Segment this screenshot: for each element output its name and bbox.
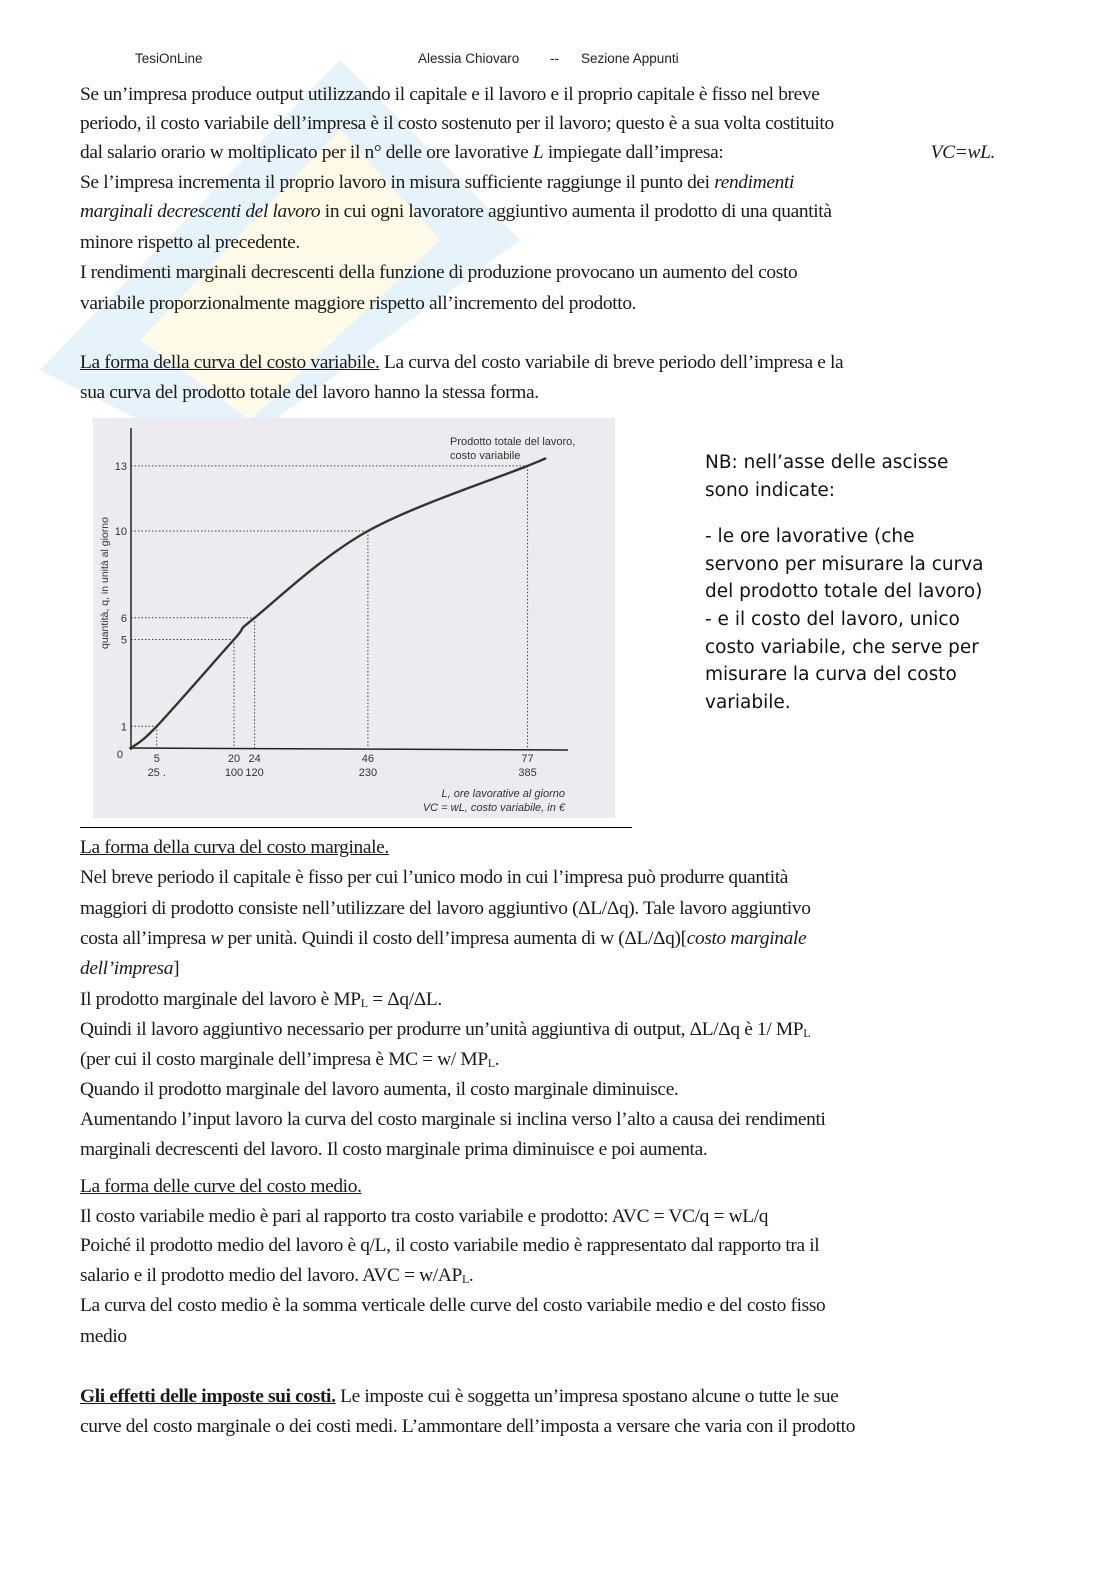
- note-line: del prodotto totale del lavoro): [705, 581, 983, 602]
- text-line: [80, 1175, 362, 1199]
- text-line: maggiori di prodotto consiste nell’utilizzare del lavoro aggiuntivo (ΔL/Δq). Tale lavoro aggiuntivo: [80, 898, 811, 919]
- text: costa all’impresa: [80, 928, 211, 949]
- text: Il prodotto marginale del lavoro è MP: [80, 989, 361, 1010]
- text: in cui ogni lavoratore aggiuntivo aumenta il prodotto di una quantità: [320, 201, 832, 222]
- section-heading: La forma delle curve del costo medio.: [80, 1176, 362, 1197]
- text: costo marginale: [686, 928, 807, 949]
- text: = Δq/ΔL.: [367, 989, 442, 1010]
- x-tick-label-cost: 230: [358, 767, 378, 779]
- header-author: Alessia Chiovaro: [418, 51, 520, 66]
- text: Quindi il lavoro aggiuntivo necessario per produrre un’unità aggiuntiva di output, ΔL/Δq è 1/ MP: [80, 1019, 804, 1040]
- text-line: [80, 1018, 810, 1045]
- y-tick-label: 5: [120, 634, 127, 647]
- note-line: - le ore lavorative (che: [705, 526, 915, 547]
- text-line: Poiché il prodotto medio del lavoro è q/L, il costo variabile medio è rappresentato dal rapporto tra il: [80, 1235, 820, 1256]
- x-axis-label: L, ore lavorative al giorno: [441, 788, 565, 800]
- text-line: Nel breve periodo il capitale è fisso per cui l’unico modo in cui l’impresa può produrre quantità: [80, 867, 789, 888]
- text-line: medio: [80, 1326, 127, 1347]
- section-heading: La forma della curva del costo marginale.: [80, 837, 389, 858]
- text: (per cui il costo marginale dell’impresa è MC = w/ MP: [80, 1049, 488, 1070]
- y-tick-label: 6: [120, 612, 127, 625]
- section-heading: Gli effetti delle imposte sui costi.: [80, 1386, 336, 1407]
- text-line: [80, 1048, 499, 1075]
- header-site: TesiOnLine: [135, 51, 203, 66]
- header-separator: --: [550, 51, 559, 66]
- text-line: marginali decrescenti del lavoro. Il costo marginale prima diminuisce e poi aumenta.: [80, 1139, 708, 1160]
- text-line: [80, 988, 442, 1015]
- text-line: La curva del costo medio è la somma verticale delle curve del costo variabile medio e del costo fisso: [80, 1295, 826, 1316]
- x-tick-label-hours: 77: [521, 753, 534, 765]
- text: salario e il prodotto medio del lavoro. AVC = w/AP: [80, 1265, 462, 1286]
- x-tick-label-cost: 385: [518, 767, 537, 779]
- text-line: curve del costo marginale o dei costi medi. L’ammontare dell’imposta a versare che varia con il prodotto: [80, 1416, 856, 1437]
- note-line: sono indicate:: [705, 480, 836, 501]
- text-line: [80, 1385, 838, 1409]
- text: rendimenti: [714, 172, 795, 193]
- note-line: costo variabile, che serve per: [705, 637, 979, 658]
- text: per unità. Quindi il costo dell’impresa aumenta di w (ΔL/Δq)[: [223, 928, 687, 949]
- x-tick-label-hours: 24: [248, 753, 261, 765]
- text-line: variabile proporzionalmente maggiore rispetto all’incremento del prodotto.: [80, 293, 637, 314]
- text-line: [80, 171, 794, 195]
- y-tick-label: 10: [114, 526, 127, 538]
- x-axis-label: VC = wL, costo variabile, in €: [422, 802, 565, 814]
- text: .: [494, 1049, 500, 1070]
- subscript: L: [487, 1056, 495, 1070]
- text-line: sua curva del prodotto totale del lavoro hanno la stessa forma.: [80, 382, 539, 403]
- divider: [80, 827, 632, 828]
- text-line: [80, 927, 806, 951]
- text-line: [80, 351, 843, 375]
- subscript: L: [461, 1272, 469, 1286]
- text-line: periodo, il costo variabile dell’impresa è il costo sostenuto per il lavoro; questo è a sua volta costituito: [80, 113, 834, 134]
- text: dal salario orario w moltiplicato per il n° delle ore lavorative: [80, 142, 533, 163]
- note-line: NB: nell’asse delle ascisse: [705, 452, 949, 473]
- text-line: Quando il prodotto marginale del lavoro aumenta, il costo marginale diminuisce.: [80, 1079, 679, 1100]
- text: w: [210, 928, 224, 949]
- y-tick-label: 13: [114, 460, 127, 473]
- text-line: Se un’impresa produce output utilizzando il capitale e il lavoro e il proprio capitale è fisso nel breve: [80, 84, 820, 105]
- text-line: minore rispetto al precedente.: [80, 232, 300, 253]
- y-tick-label: 1: [120, 721, 127, 734]
- cost-curve-chart: [93, 418, 615, 818]
- subscript: L: [360, 996, 368, 1010]
- text: La curva del costo variabile di breve periodo dell’impresa e la: [379, 352, 844, 373]
- subscript: L: [803, 1026, 811, 1040]
- x-tick-label-cost: 100: [224, 767, 244, 779]
- note-line: variabile.: [705, 692, 791, 713]
- text: ]: [173, 958, 180, 979]
- text: Le imposte cui è soggetta un’impresa spostano alcune o tutte le sue: [335, 1386, 839, 1407]
- text-line: [80, 836, 389, 860]
- x-tick-label-cost: 25 .: [147, 767, 166, 779]
- curve-label: costo variabile: [450, 450, 521, 462]
- text-line: [80, 957, 179, 981]
- x-axis: [129, 748, 568, 750]
- x-tick-label-hours: 46: [361, 753, 375, 765]
- formula-vc: VC=wL.: [930, 142, 995, 163]
- text-line: Il costo variabile medio è pari al rapporto tra costo variabile e prodotto: AVC = VC/q = wL/q: [80, 1206, 769, 1227]
- text-line: [80, 141, 1015, 165]
- header-section: Sezione Appunti: [581, 51, 679, 66]
- y-axis-label: quantità, q, in unità al giorno: [99, 517, 111, 649]
- text-line: [80, 1264, 473, 1291]
- y-tick-label: 0: [116, 749, 123, 761]
- note-line: servono per misurare la curva: [705, 554, 984, 575]
- text-line: Aumentando l’input lavoro la curva del costo marginale si inclina verso l’alto a causa dei rendimenti: [80, 1109, 826, 1130]
- section-heading: La forma della curva del costo variabile.: [80, 352, 380, 373]
- note-line: - e il costo del lavoro, unico: [705, 609, 960, 630]
- text: Se l’impresa incrementa il proprio lavoro in misura sufficiente raggiunge il punto dei: [80, 172, 715, 193]
- x-tick-label-hours: 20: [227, 753, 241, 765]
- x-tick-label-hours: 5: [153, 753, 160, 765]
- curve-label: Prodotto totale del lavoro,: [450, 436, 576, 448]
- x-tick-label-cost: 120: [245, 767, 264, 779]
- total-product-curve: [131, 459, 545, 748]
- text: marginali decrescenti del lavoro: [80, 201, 321, 222]
- text: .: [468, 1265, 474, 1286]
- text: impiegate dall’impresa:: [543, 142, 724, 163]
- note-line: misurare la curva del costo: [705, 664, 957, 685]
- text: dell’impresa: [80, 958, 174, 979]
- text-line: I rendimenti marginali decrescenti della funzione di produzione provocano un aumento del costo: [80, 262, 798, 283]
- text-line: [80, 200, 832, 224]
- text: L: [532, 142, 544, 163]
